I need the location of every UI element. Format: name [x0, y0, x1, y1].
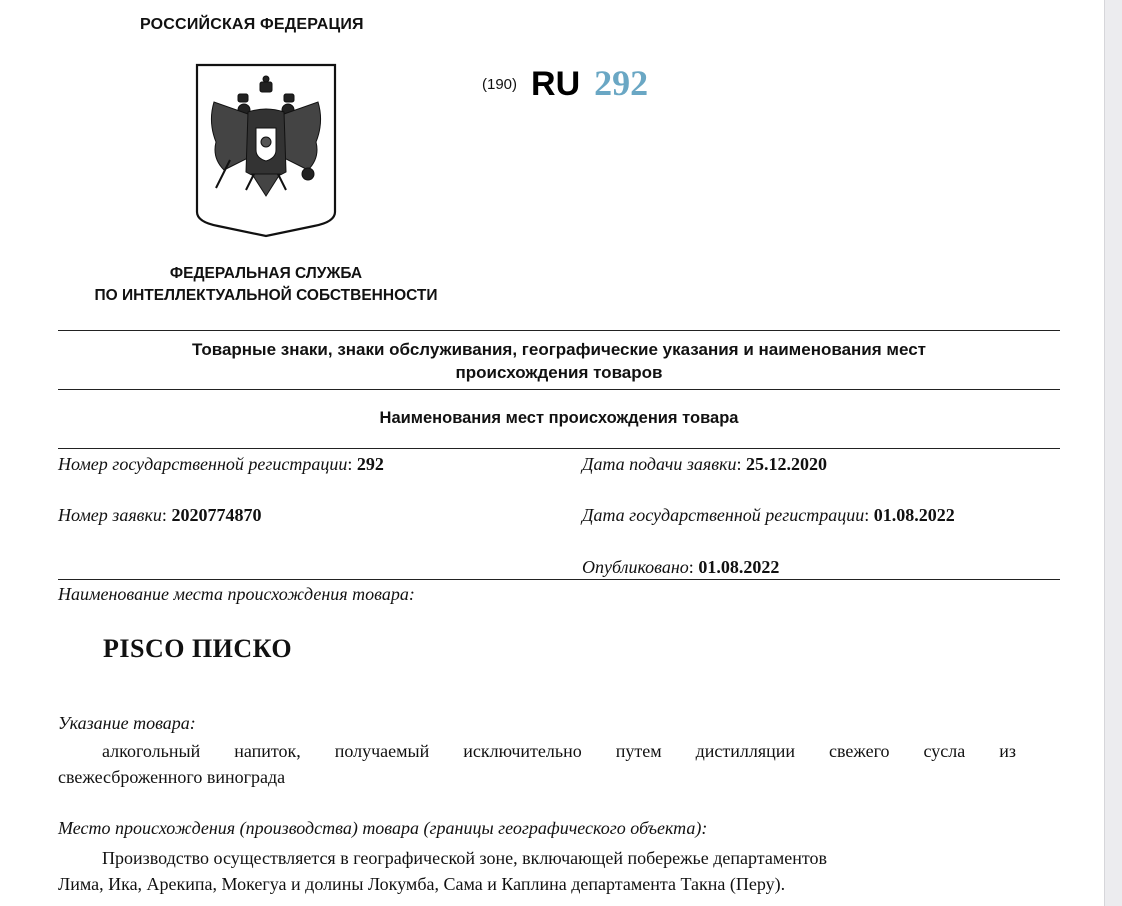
divider-top [58, 330, 1060, 331]
code-country: RU [531, 65, 581, 103]
subcategory-title: Наименования мест происхождения товара [379, 409, 739, 427]
agency-name [40, 263, 492, 307]
agency-line-2: ПО ИНТЕЛЛЕКТУАЛЬНОЙ СОБСТВЕННОСТИ [94, 287, 438, 304]
goods-text-line-1: алкогольный напиток, получаемый исключительно путем дистилляции свежего сусла из [102, 741, 1016, 761]
filing-date-field: Дата подачи заявки: 25.12.2020 [582, 454, 828, 474]
registration-code [482, 62, 648, 104]
goods-label: Указание товара: [58, 713, 196, 733]
goods-text-line-2: свежесброженного винограда [58, 767, 286, 787]
reg-number-label: Номер государственной регистрации [58, 454, 348, 474]
published-label: Опубликовано [582, 557, 689, 577]
category-line-1: Товарные знаки, знаки обслуживания, географические указания и наименования мест [192, 340, 926, 359]
goods-name: PISCO ПИСКО [103, 634, 293, 663]
agency-line-1: ФЕДЕРАЛЬНАЯ СЛУЖБА [169, 265, 363, 282]
divider-subcategory [58, 448, 1060, 449]
reg-date-field: Дата государственной регистрации: 01.08.2022 [582, 505, 955, 525]
reg-date-value: 01.08.2022 [873, 505, 955, 525]
origin-text-line-2: Лима, Ика, Арекипа, Мокегуа и долины Локумба, Сама и Каплина департамента Такна (Перу). [58, 874, 786, 894]
application-value: 2020774870 [171, 505, 262, 525]
application-label: Номер заявки [58, 505, 162, 525]
application-field: Номер заявки: 2020774870 [58, 505, 262, 525]
russian-coat-of-arms-icon [194, 62, 338, 238]
viewer-edge [1104, 0, 1122, 906]
category-line-2: происхождения товаров [455, 363, 663, 382]
published-value: 01.08.2022 [698, 557, 780, 577]
reg-date-label: Дата государственной регистрации [582, 505, 865, 525]
divider-category [58, 389, 1060, 390]
name-label: Наименование места происхождения товара: [58, 584, 415, 604]
code-number: 292 [594, 63, 649, 103]
category-title [58, 338, 1060, 384]
published-field: Опубликовано: 01.08.2022 [582, 557, 780, 577]
reg-number-field: Номер государственной регистрации: 292 [58, 454, 384, 474]
filing-date-label: Дата подачи заявки [582, 454, 737, 474]
origin-text-line-1: Производство осуществляется в географической зоне, включающей побережье департаментов [102, 848, 827, 868]
country-title: РОССИЙСКАЯ ФЕДЕРАЦИЯ [140, 16, 364, 33]
filing-date-value: 25.12.2020 [746, 454, 828, 474]
divider-fields [58, 579, 1060, 580]
code-label: (190) [482, 76, 518, 93]
reg-number-value: 292 [356, 454, 384, 474]
origin-label: Место происхождения (производства) товара (границы географического объекта): [58, 818, 708, 838]
